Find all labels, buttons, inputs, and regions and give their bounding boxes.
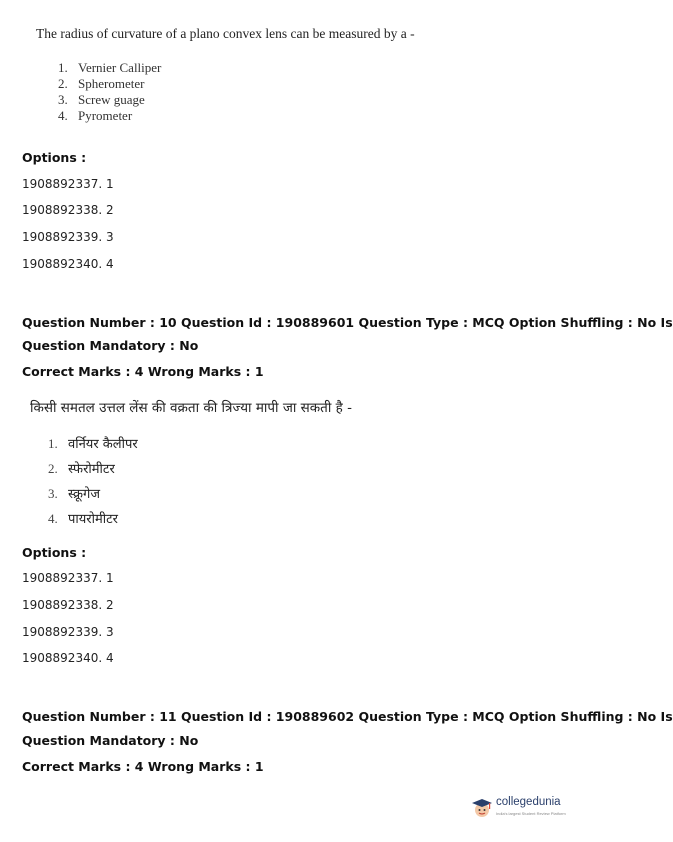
logo-tagline: India's largest Student Review Platform — [496, 811, 566, 816]
question-11-meta: Question Number : 11 Question Id : 190889602 Question Type : MCQ Option Shuffling : No Is — [22, 709, 673, 724]
collegedunia-logo — [470, 794, 575, 822]
option-id-1: 1908892337. 1 — [22, 177, 114, 191]
question-9-choice-list — [58, 60, 161, 124]
question-10-marks: Correct Marks : 4 Wrong Marks : 1 — [22, 364, 264, 379]
option-id-3: 1908892339. 3 — [22, 625, 114, 639]
question-10-hindi-choice-list — [48, 432, 138, 532]
option-id-3: 1908892339. 3 — [22, 230, 114, 244]
question-9-text: The radius of curvature of a plano convex lens can be measured by a - — [36, 26, 415, 41]
option-id-4: 1908892340. 4 — [22, 651, 114, 665]
choice-item: 3. स्क्रूगेज — [48, 486, 101, 502]
question-11-mandatory: Question Mandatory : No — [22, 733, 199, 748]
question-10-mandatory: Question Mandatory : No — [22, 338, 199, 353]
options-heading: Options : — [22, 545, 87, 560]
option-id-1: 1908892337. 1 — [22, 571, 114, 585]
choice-item: 2. स्फेरोमीटर — [48, 461, 115, 477]
logo-wordmark: collegedunia — [496, 796, 561, 808]
question-10-hindi-text: किसी समतल उत्तल लेंस की वक्रता की त्रिज्या मापी जा सकती है - — [30, 400, 352, 416]
question-11-marks: Correct Marks : 4 Wrong Marks : 1 — [22, 759, 264, 774]
options-heading: Options : — [22, 150, 87, 165]
choice-item: 1. Vernier Calliper — [58, 60, 162, 75]
option-id-4: 1908892340. 4 — [22, 257, 114, 271]
option-id-2: 1908892338. 2 — [22, 203, 114, 217]
choice-item: 3. Screw guage — [58, 92, 145, 107]
choice-item: 2. Spherometer — [58, 76, 145, 91]
choice-item: 1. वर्नियर कैलीपर — [48, 436, 138, 452]
question-10-meta: Question Number : 10 Question Id : 190889601 Question Type : MCQ Option Shuffling : No Is — [22, 315, 673, 330]
choice-item: 4. पायरोमीटर — [48, 511, 118, 527]
choice-item: 4. Pyrometer — [58, 108, 133, 123]
graduate-cap-icon — [470, 796, 494, 820]
option-id-2: 1908892338. 2 — [22, 598, 114, 612]
